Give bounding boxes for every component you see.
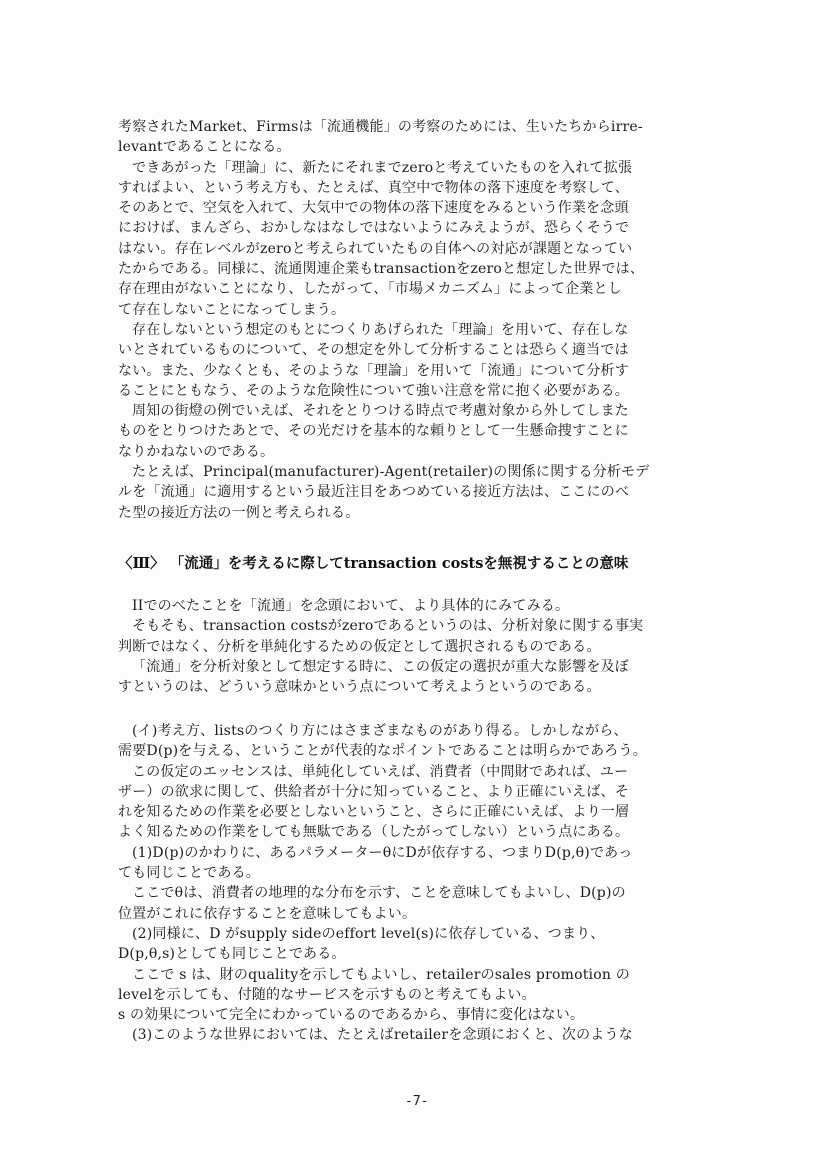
- text-line: 需要D(p)を与える、ということが代表的なポイントであることは明らかであろう。: [118, 743, 647, 760]
- text-line: た型の接近方法の一例と考えられる。: [118, 504, 360, 521]
- text-line: levantであることになる。: [118, 139, 291, 156]
- text-line: ここで s は、財のqualityを示してもよいし、retailerのsales promotion の: [132, 966, 630, 983]
- text-line: ザー）の欲求に関して、供給者が十分に知っていること、より正確にいえば、そ: [118, 783, 629, 800]
- text-line: IIでのべたことを「流通」を念頭において、より具体的にみてみる。: [132, 598, 570, 614]
- page-number: -7-: [405, 1094, 429, 1109]
- text-line: はない。存在レベルがzeroと考えられていたもの自体への対応が課題となってい: [118, 240, 633, 257]
- text-line: ても同じことである。: [118, 865, 260, 882]
- text-line: (イ)考え方、listsのつくり方にはさまざまなものがあり得る。しかしながら、: [132, 723, 628, 739]
- text-line: におけば、まんざら、おかしなはなしではないようにみえようが、恐らくそうで: [118, 220, 630, 237]
- text-line: 考察されたMarket、Firmsは「流通機能」の考察のためには、生いたちからirre-: [118, 119, 643, 135]
- text-line: 存在しないという想定のもとにつくりあげられた「理論」を用いて、存在しな: [132, 321, 629, 338]
- text-line: s の効果について完全にわかっているのであるから、事情に変化はない。: [118, 1007, 585, 1024]
- text-line: れを知るための作業を必要としないということ、さらに正確にいえば、より一層: [118, 804, 630, 821]
- text-line: そもそも、transaction costsがzeroであるというのは、分析対象に関する事実: [132, 618, 644, 635]
- body-text-middle: [118, 596, 730, 697]
- text-line: (2)同様に、D がsupply sideのeffort level(s)に依存している、つまり、: [132, 925, 605, 942]
- text-line: 位置がこれに依存することを意味してもよい。: [118, 905, 417, 922]
- text-line: 「流通」を分析対象として想定する時に、この仮定の選択が重大な影響を及ぼ: [132, 658, 629, 675]
- text-line: この仮定のエッセンスは、単純化していえば、消費者（中間財であれば、ユー: [132, 763, 629, 780]
- text-line: ることにともなう、そのような危険性について強い注意を常に抱く必要がある。: [118, 382, 629, 399]
- body-text-top: [118, 117, 730, 523]
- text-line: なりかねないのである。: [118, 443, 275, 460]
- text-line: よく知るための作業をしても無駄である（したがってしない）という点にある。: [118, 824, 630, 841]
- text-line: すというのは、どういう意味かという点について考えようというのである。: [118, 679, 601, 696]
- body-text-bottom: [118, 721, 730, 1046]
- text-line: て存在しないことになってしまう。: [118, 301, 346, 318]
- text-line: そのあとで、空気を入れて、大気中での物体の落下速度をみるという作業を念頭: [118, 200, 629, 217]
- text-line: ない。また、少なくとも、そのような「理論」を用いて「流通」について分析す: [118, 362, 629, 379]
- text-line: 判断ではなく、分析を単純化するための仮定として選択されるものである。: [118, 638, 601, 655]
- text-line: 周知の街燈の例でいえば、それをとりつける時点で考慮対象から外してしまた: [132, 403, 629, 420]
- text-line: すればよい、という考え方も、たとえば、真空中で物体の落下速度を考察して、: [118, 179, 629, 196]
- text-line: (3)このような世界においては、たとえばretailerを念頭におくと、次のような: [132, 1027, 633, 1044]
- text-line: ものをとりつけたあとで、その光だけを基本的な頼りとして一生懸命捜すことに: [118, 423, 629, 440]
- text-line: たからである。同様に、流通関連企業もtransactionをzeroと想定した世界では、: [118, 261, 645, 278]
- text-line: D(p,θ,s)としても同じことである。: [118, 946, 346, 963]
- text-line: いとされているものについて、その想定を外して分析することは恐らく適当では: [118, 342, 629, 359]
- text-line: ここでθは、消費者の地理的な分布を示す、ことを意味してもよいし、D(p)の: [132, 885, 626, 902]
- text-line: (1)D(p)のかわりに、あるパラメーターθにDが依存する、つまりD(p,θ)であっ: [132, 844, 633, 861]
- text-line: levelを示しても、付随的なサービスを示すものと考えてもよい。: [118, 986, 536, 1003]
- text-line: できあがった「理論」に、新たにそれまでzeroと考えていたものを入れて拡張: [132, 159, 633, 176]
- text-line: 存在理由がないことになり、したがって、「市場メカニズム」によって企業とし: [118, 281, 622, 298]
- section-heading: 〈Ⅲ〉 「流通」を考えるに際してtransaction costsを無視することの意味: [118, 555, 629, 572]
- text-line: ルを「流通」に適用するという最近注目をあつめている接近方法は、ここにのべ: [118, 484, 630, 501]
- text-line: たとえば、Principal(manufacturer)-Agent(retailer)の関係に関する分析モデ: [132, 464, 650, 481]
